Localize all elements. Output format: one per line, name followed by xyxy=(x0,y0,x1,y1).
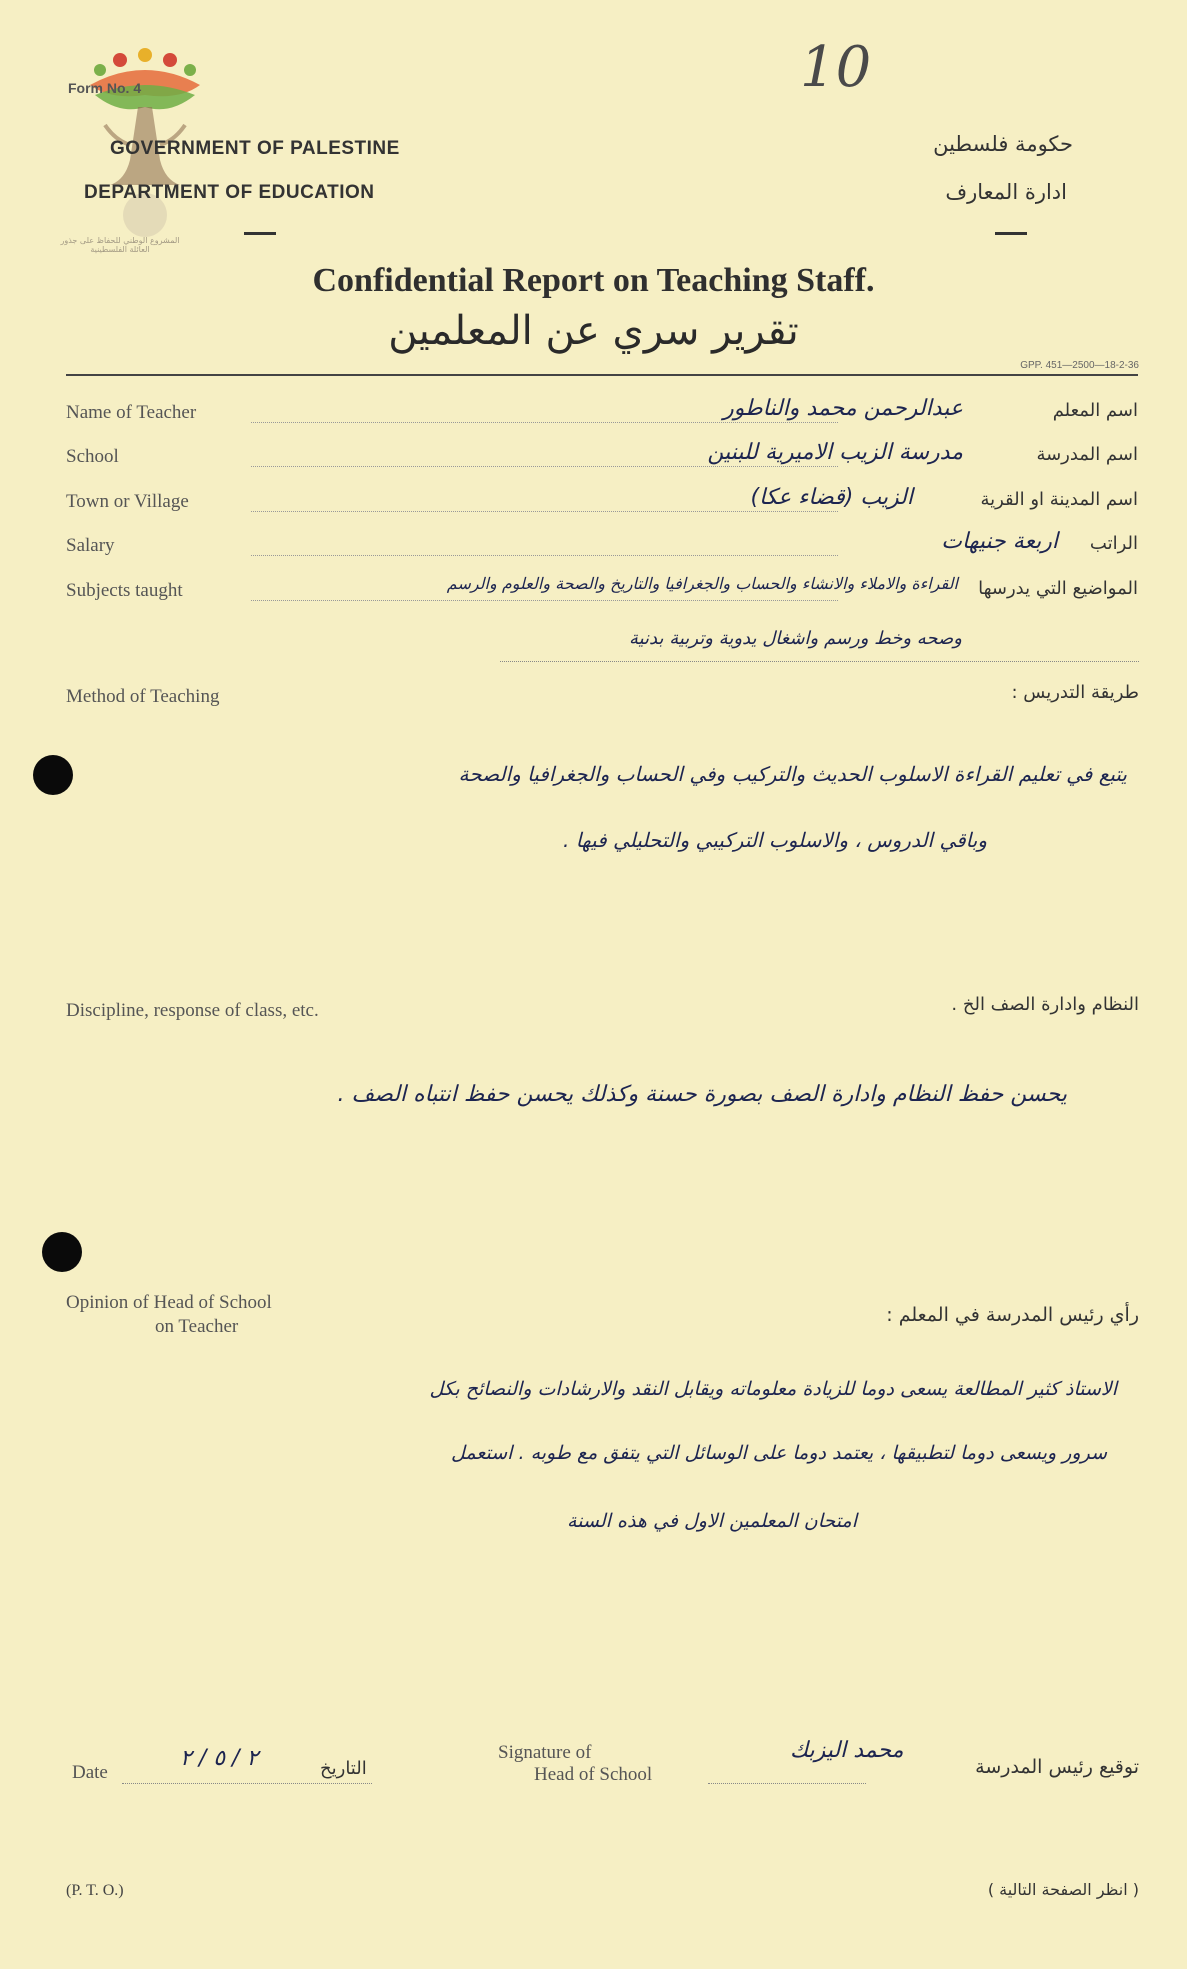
field-dots xyxy=(251,422,838,423)
field-value: القراءة والاملاء والانشاء والحساب والجغرافيا والتاريخ والصحة والعلوم والرسم xyxy=(446,574,958,593)
signature-value: محمد اليزبك xyxy=(790,1738,904,1763)
date-label: Date xyxy=(72,1762,108,1783)
method-line-2: وباقي الدروس ، والاسلوب التركيبي والتحليلي فيها . xyxy=(563,828,987,852)
field-value: عبدالرحمن محمد والناطور xyxy=(723,396,963,421)
opinion-label-2: on Teacher xyxy=(155,1316,239,1337)
field-subjects xyxy=(66,576,1138,608)
field-label: Town or Village xyxy=(66,491,189,512)
opinion-line-2: سرور ويسعى دوما لتطبيقها ، يعتمد دوما على الوسائل التي يتفق مع طوبه . استعمل xyxy=(450,1442,1107,1464)
field-dots xyxy=(251,511,838,512)
field-label: Salary xyxy=(66,535,115,556)
field-label: School xyxy=(66,446,119,467)
field-label-ar: اسم المدينة او القرية xyxy=(980,489,1138,510)
field-value: الزيب (قضاء عكا) xyxy=(750,485,913,510)
header-rule-right xyxy=(995,232,1027,235)
gov-title-en: GOVERNMENT OF PALESTINE xyxy=(110,138,400,159)
opinion-line-3: امتحان المعلمين الاول في هذه السنة xyxy=(567,1510,857,1532)
signature-dots xyxy=(708,1782,866,1784)
field-label-ar: الراتب xyxy=(1089,533,1138,554)
field-teacher-name xyxy=(66,398,1138,430)
form-number: Form No. 4 xyxy=(68,80,142,96)
opinion-label: Opinion of Head of School xyxy=(66,1292,272,1313)
field-value: اربعة جنيهات xyxy=(941,529,1058,554)
date-dots xyxy=(122,1782,372,1784)
date-value: ٢ / ٥ / ٢ xyxy=(180,1746,259,1771)
field-label: Name of Teacher xyxy=(66,402,197,423)
header-rule-left xyxy=(244,232,276,235)
field-label-ar: اسم المعلم xyxy=(1052,400,1138,421)
dept-title-ar: ادارة المعارف xyxy=(945,180,1067,204)
method-label-ar: طريقة التدريس : xyxy=(1011,682,1139,703)
gov-title-ar: حكومة فلسطين xyxy=(933,132,1073,156)
field-dots xyxy=(251,466,838,467)
subjects-continued: وصحه وخط ورسم واشغال يدوية وتربية بدنية xyxy=(628,628,962,649)
date-label-ar: التاريخ xyxy=(320,1758,367,1779)
signature-label: Signature of xyxy=(498,1742,592,1763)
signature-label-2: Head of School xyxy=(534,1764,653,1785)
discipline-label: Discipline, response of class, etc. xyxy=(66,1000,319,1021)
signature-label-ar: توقيع رئيس المدرسة xyxy=(975,1756,1139,1778)
field-label-ar: اسم المدرسة xyxy=(1036,444,1138,465)
title-separator xyxy=(66,374,1138,376)
field-label: Subjects taught xyxy=(66,580,183,601)
dept-title-en: DEPARTMENT OF EDUCATION xyxy=(84,182,375,203)
field-dots xyxy=(251,555,838,556)
report-title-ar: تقرير سري عن المعلمين xyxy=(388,308,799,354)
opinion-line-1: الاستاذ كثير المطالعة يسعى دوما للزيادة معلوماته ويقابل النقد والارشادات والنصائح بكل xyxy=(429,1378,1117,1400)
field-town xyxy=(66,487,1138,519)
dotted-line xyxy=(500,660,1139,662)
discipline-label-ar: النظام وادارة الصف الخ . xyxy=(951,994,1139,1015)
punch-hole xyxy=(42,1232,82,1272)
field-salary xyxy=(66,531,1138,563)
method-line-1: يتبع في تعليم القراءة الاسلوب الحديث والتركيب وفي الحساب والجغرافيا والصحة xyxy=(458,762,1127,786)
punch-hole xyxy=(33,755,73,795)
field-value: مدرسة الزيب الاميرية للبنين xyxy=(707,440,963,465)
page-number: 10 xyxy=(800,35,872,100)
field-dots xyxy=(251,600,838,601)
print-code: GPP. 451—2500—18-2-36 xyxy=(1020,360,1139,371)
method-label: Method of Teaching xyxy=(66,686,220,707)
discipline-line-1: يحسن حفظ النظام وادارة الصف بصورة حسنة وكذلك يحسن حفظ انتباه الصف . xyxy=(337,1082,1067,1107)
pto-label-ar: ( انظر الصفحة التالية ) xyxy=(987,1880,1139,1899)
opinion-label-ar: رأي رئيس المدرسة في المعلم : xyxy=(886,1304,1139,1326)
field-school xyxy=(66,442,1138,474)
field-label-ar: المواضيع التي يدرسها xyxy=(978,578,1138,599)
report-title-en: Confidential Report on Teaching Staff. xyxy=(312,262,875,299)
pto-label: (P. T. O.) xyxy=(66,1882,124,1899)
watermark-caption: المشروع الوطني للحفاظ على جذور العائلة الفلسطينية xyxy=(60,236,180,254)
